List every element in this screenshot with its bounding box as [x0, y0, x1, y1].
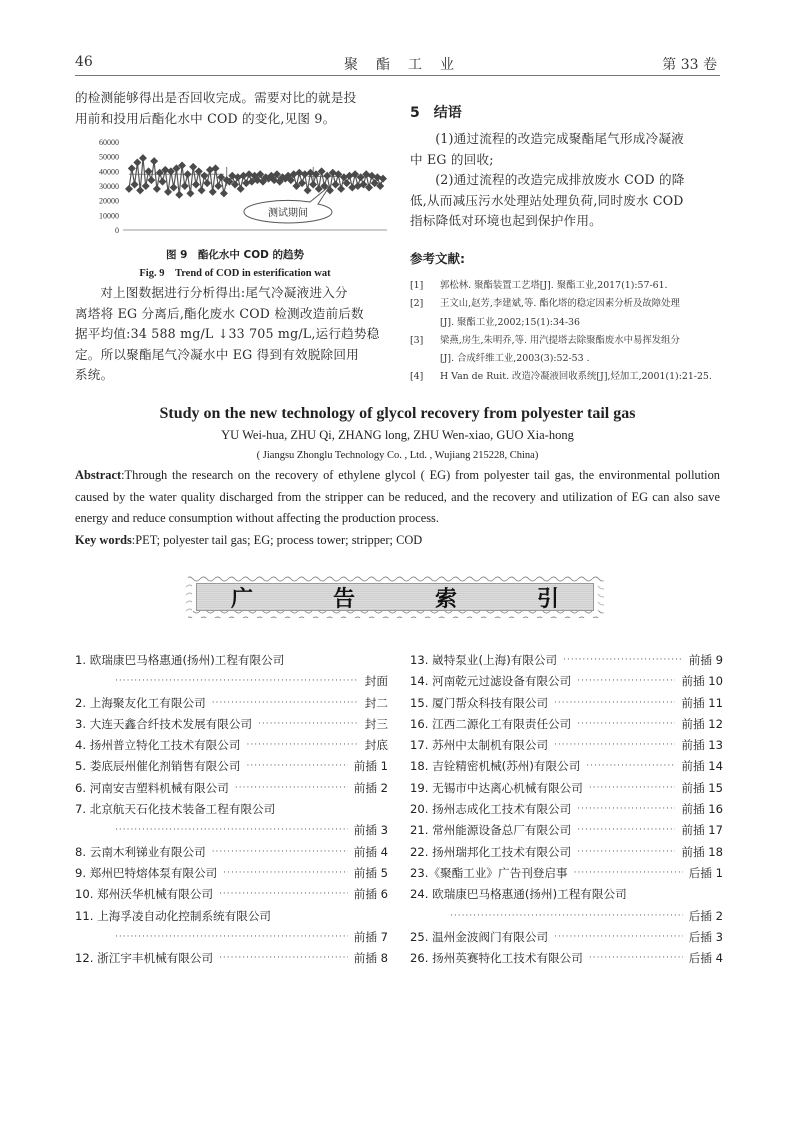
leader-dots: [563, 650, 683, 671]
reference-text: 梁燕,房生,朱明乔,等. 用汽提塔去除聚酯废水中易挥发组分: [440, 334, 680, 346]
data-point: [192, 181, 200, 189]
data-point: [209, 188, 217, 196]
text-line: (2)通过流程的改造完成排放废水 COD 的降: [435, 172, 685, 187]
ad-company-name: 8. 云南木利锑业有限公司: [75, 844, 206, 859]
data-point: [237, 185, 245, 193]
ad-company-name: 21. 常州能源设备总厂有限公司: [410, 823, 572, 838]
text-line: (1)通过流程的改造完成聚酯尾气形成冷凝液: [435, 131, 684, 146]
conclusion-paragraph: [410, 129, 722, 232]
ad-company-name: 26. 扬州英赛特化工技术有限公司: [410, 951, 583, 966]
ad-company-name: 9. 郑州巴特熔体泵有限公司: [75, 865, 218, 880]
reference-item: [410, 295, 725, 332]
leader-dots: [219, 884, 348, 905]
ad-entry: [410, 927, 723, 948]
ad-page-location: 前插 12: [681, 716, 723, 731]
reference-item: [410, 368, 725, 386]
data-point: [245, 170, 253, 178]
ad-entry: [410, 820, 723, 841]
ad-entry: [410, 735, 723, 756]
journal-name: 聚 酯 工 业: [344, 57, 456, 73]
leader-dots: [212, 693, 359, 714]
data-point: [164, 188, 172, 196]
y-tick-label: 0: [115, 226, 119, 235]
ad-entry: [410, 650, 723, 671]
ad-company-name: 10. 郑州沃华机械有限公司: [75, 887, 214, 902]
data-point: [198, 186, 206, 194]
ad-page-location: 前插 13: [681, 738, 723, 753]
data-point: [304, 186, 312, 194]
leader-dots: [115, 671, 359, 692]
data-point: [181, 182, 189, 190]
data-point: [368, 172, 376, 180]
ad-page-location: 前插 4: [353, 844, 388, 859]
ad-company-name: 24. 欧瑞康巴马格惠通(扬州)工程有限公司: [410, 887, 627, 902]
ad-page-location: 前插 2: [353, 780, 388, 795]
ad-entry: [75, 693, 388, 714]
data-point: [186, 189, 194, 197]
leader-dots: [574, 863, 683, 884]
figure-caption-cn: 图 9 酯化水中 COD 的趋势: [165, 249, 305, 261]
ad-entry: [410, 671, 723, 692]
data-point: [184, 170, 192, 178]
ad-entry: [75, 714, 388, 735]
leader-dots: [554, 927, 683, 948]
banner-char: 广: [231, 586, 254, 612]
english-authors: YU Wei-hua, ZHU Qi, ZHANG long, ZHU Wen-xiao, GUO Xia-hong: [221, 428, 574, 442]
text-line: 的检测能够得出是否回收完成。需要对比的就是投: [75, 90, 357, 105]
page-number: 46: [75, 54, 93, 70]
leader-dots: [577, 714, 675, 735]
ad-company-name: 17. 苏州中太制机有限公司: [410, 738, 549, 753]
ad-entry: [410, 756, 723, 777]
ad-page-location: 后插 4: [688, 951, 723, 966]
ad-page-location: 后插 2: [688, 908, 723, 923]
ad-company-name: 16. 江西二源化工有限责任公司: [410, 716, 572, 731]
ad-entry: [75, 948, 388, 969]
leader-dots: [212, 842, 348, 863]
ad-page-location: 封三: [364, 716, 388, 731]
leader-dots: [554, 693, 675, 714]
ad-company-name: 14. 河南乾元过滤设备有限公司: [410, 674, 572, 689]
ad-page-location: 前插 3: [353, 823, 388, 838]
ad-company-name: 12. 浙江宇丰机械有限公司: [75, 951, 214, 966]
ad-page-location: 前插 11: [681, 695, 723, 710]
data-point: [212, 164, 220, 172]
ad-entry: [410, 693, 723, 714]
leader-dots: [577, 671, 675, 692]
y-tick-label: 20000: [99, 196, 119, 206]
leader-dots: [115, 927, 348, 948]
reference-text: [J]. 合成纤维工业,2003(3):52-53 .: [440, 353, 590, 365]
section-title: 5 结语: [410, 105, 462, 121]
data-point: [348, 183, 356, 191]
ad-company-name: 4. 扬州普立特化工技术有限公司: [75, 738, 241, 753]
ad-page-location: 前插 8: [353, 951, 388, 966]
ad-company-name: 1. 欧瑞康巴马格惠通(扬州)工程有限公司: [75, 653, 285, 667]
reference-number: [3]: [410, 334, 424, 346]
text-line: 低,从而减压污水处理站处理负荷,同时废水 COD: [410, 192, 684, 208]
header-rule: [75, 75, 720, 76]
data-point: [379, 175, 387, 183]
data-point: [175, 191, 183, 199]
ad-company-name: 25. 温州金波阀门有限公司: [410, 929, 549, 944]
ad-entry-continuation: [75, 671, 388, 692]
ad-company-name: 6. 河南安吉塑料机械有限公司: [75, 780, 229, 795]
banner-char: 引: [536, 586, 559, 612]
ad-page-location: 封面: [364, 674, 388, 689]
keywords-paragraph: [75, 530, 720, 552]
ad-entry: [75, 756, 388, 777]
english-affiliation: ( Jiangsu Zhonglu Technology Co. , Ltd. , Wujiang 215228, China): [256, 450, 539, 461]
banner-title: [196, 583, 594, 611]
text-line: 定。所以聚酯尾气冷凝水中 EG 得到有效脱除回用: [75, 346, 359, 362]
reference-text: H Van de Ruit. 改造冷凝液回收系统[J],烃加工,2001(1):21-25.: [440, 371, 712, 383]
data-point: [200, 172, 208, 180]
abstract-text: :Through the research on the recovery of ethylene glycol ( EG) from polyester tail gas, the environmental pollution caused by the water quality discharged from the stripper can be reduced, and the recovery and utilization of EG can also save energy and reduce consumption without affecting the production process.: [75, 468, 720, 525]
ad-company-name: 18. 吉铨精密机械(苏州)有限公司: [410, 759, 581, 774]
data-point: [142, 182, 150, 190]
data-point: [128, 164, 136, 172]
data-point: [158, 178, 166, 186]
reference-number: [1]: [410, 280, 424, 291]
ad-entry: [75, 906, 388, 927]
callout-label: 测试期间: [268, 208, 308, 219]
text-line: 系统。: [75, 367, 114, 382]
text-line: 据平均值:34 588 mg/L ↓33 705 mg/L,运行趋势稳: [75, 326, 380, 341]
ad-company-name: 20. 扬州志成化工技术有限公司: [410, 802, 572, 817]
abstract-paragraph: [75, 465, 720, 530]
analysis-paragraph: [75, 283, 395, 386]
leader-dots: [577, 820, 675, 841]
ad-entry: [410, 884, 723, 905]
figure-9: [75, 136, 395, 246]
data-point: [136, 186, 144, 194]
ad-page-location: 前插 1: [353, 759, 388, 774]
ad-page-location: 封二: [364, 695, 388, 710]
text-line: 用前和投用后酯化水中 COD 的变化,见图 9。: [75, 110, 336, 126]
data-point: [170, 183, 178, 191]
data-point: [150, 157, 158, 165]
ad-company-name: 15. 厦门帮众科技有限公司: [410, 695, 549, 710]
reference-text: 郭松林. 聚酯装置工艺塔[J]. 聚酯工业,2017(1):57-61.: [440, 280, 668, 291]
data-point: [295, 169, 303, 177]
ad-entry-continuation: [410, 906, 723, 927]
data-point: [309, 181, 317, 189]
keywords-text: :PET; polyester tail gas; EG; process tower; stripper; COD: [131, 532, 423, 547]
data-point: [203, 179, 211, 187]
text-line: 离塔将 EG 分离后,酯化废水 COD 检测改造前后数: [75, 305, 364, 321]
cod-chart: [75, 136, 395, 242]
intro-paragraph: [75, 88, 395, 129]
y-tick-label: 40000: [99, 167, 119, 177]
y-tick-label: 30000: [99, 182, 119, 191]
banner-char: 索: [434, 586, 457, 612]
leader-dots: [577, 842, 675, 863]
data-point: [234, 173, 242, 181]
ad-entry: [75, 778, 388, 799]
data-point: [131, 181, 139, 189]
ad-page-location: 封底: [364, 738, 388, 753]
data-point: [337, 185, 345, 193]
figure-caption-en: Fig. 9 Trend of COD in esterification wat: [139, 268, 331, 279]
ad-entry: [75, 799, 388, 820]
ad-company-name: 19. 无锡市中达离心机械有限公司: [410, 780, 583, 795]
data-point: [239, 172, 247, 180]
abstract-label: Abstract: [75, 468, 122, 482]
ad-page-location: 前插 17: [681, 823, 723, 838]
reference-text: 王文山,赵芳,李建斌,等. 酯化塔的稳定因素分析及故障处理: [440, 298, 680, 310]
leader-dots: [235, 778, 348, 799]
data-point: [189, 163, 197, 171]
ad-entry: [75, 842, 388, 863]
ad-company-name: 13. 崴特泵业(上海)有限公司: [410, 653, 558, 667]
ad-index-left-column: [75, 650, 388, 969]
data-point: [125, 185, 133, 193]
reference-text: [J]. 聚酯工业,2002;15(1):34-36: [440, 316, 580, 328]
english-title: Study on the new technology of glycol recovery from polyester tail gas: [159, 405, 636, 422]
ad-company-name: 11. 上海孚凌自动化控制系统有限公司: [75, 908, 272, 923]
data-point: [214, 182, 222, 190]
ad-entry: [75, 863, 388, 884]
ad-entry: [410, 799, 723, 820]
y-tick-label: 60000: [99, 138, 119, 147]
reference-item: [410, 332, 725, 369]
ad-page-location: 前插 16: [681, 802, 723, 817]
data-point: [153, 185, 161, 193]
ad-entry: [75, 650, 388, 671]
keywords-label: Key words: [75, 532, 132, 547]
ad-index-banner: [186, 575, 604, 619]
data-point: [206, 166, 214, 174]
ad-entry: [410, 714, 723, 735]
data-point: [220, 189, 228, 197]
ad-entry: [410, 842, 723, 863]
leader-dots: [246, 735, 358, 756]
reference-list: [410, 277, 725, 387]
ad-entry: [410, 778, 723, 799]
data-point: [346, 172, 354, 180]
data-point: [354, 182, 362, 190]
ad-page-location: 后插 1: [688, 865, 723, 880]
ad-company-name: 5. 娄底辰州催化剂销售有限公司: [75, 759, 241, 774]
reference-number: [2]: [410, 298, 424, 310]
ad-page-location: 前插 7: [353, 929, 388, 944]
ad-company-name: 3. 大连天鑫合纤技术发展有限公司: [75, 716, 253, 731]
leader-dots: [258, 714, 359, 735]
text-line: 中 EG 的回收;: [410, 151, 494, 167]
ad-entry-continuation: [75, 820, 388, 841]
ad-index-right-column: [410, 650, 723, 969]
ad-page-location: 后插 3: [688, 929, 723, 944]
leader-dots: [577, 799, 675, 820]
data-point: [133, 159, 141, 167]
references-title: 参考文献:: [410, 251, 465, 266]
reference-number: [4]: [410, 371, 424, 383]
leader-dots: [219, 948, 348, 969]
data-point: [147, 176, 155, 184]
ad-page-location: 前插 6: [353, 887, 388, 902]
ad-company-name: 23.《聚酯工业》广告刊登启事: [410, 865, 568, 880]
ad-page-location: 前插 5: [353, 865, 388, 880]
data-point: [139, 154, 147, 162]
data-point: [242, 179, 250, 187]
text-line: 对上图数据进行分析得出:尾气冷凝液进入分: [100, 285, 348, 300]
english-abstract: [75, 465, 720, 551]
ad-entry: [75, 735, 388, 756]
data-point: [301, 170, 309, 178]
leader-dots: [115, 820, 348, 841]
volume-label: 第 33 卷: [662, 57, 717, 73]
ad-page-location: 前插 10: [681, 674, 723, 689]
leader-dots: [589, 948, 683, 969]
leader-dots: [589, 778, 676, 799]
y-tick-label: 10000: [99, 211, 119, 221]
ad-page-location: 前插 15: [681, 780, 723, 795]
ad-entry-continuation: [75, 927, 388, 948]
leader-dots: [554, 735, 675, 756]
y-tick-label: 50000: [99, 152, 119, 162]
ad-company-name: 7. 北京航天石化技术装备工程有限公司: [75, 802, 276, 817]
ad-company-name: 22. 扬州瑞邦化工技术有限公司: [410, 844, 572, 859]
ad-entry: [410, 948, 723, 969]
leader-dots: [223, 863, 347, 884]
ad-page-location: 前插 14: [681, 759, 723, 774]
banner-char: 告: [332, 586, 355, 612]
ad-page-location: 前插 9: [688, 653, 723, 667]
data-point: [332, 181, 340, 189]
ad-company-name: 2. 上海聚友化工有限公司: [75, 695, 206, 710]
leader-dots: [586, 756, 675, 777]
leader-dots: [450, 906, 683, 927]
text-line: 指标降低对环境也起到保护作用。: [410, 213, 602, 228]
reference-item: [410, 277, 725, 295]
ad-entry: [75, 884, 388, 905]
leader-dots: [246, 756, 347, 777]
ad-entry: [410, 863, 723, 884]
ad-page-location: 前插 18: [681, 844, 723, 859]
